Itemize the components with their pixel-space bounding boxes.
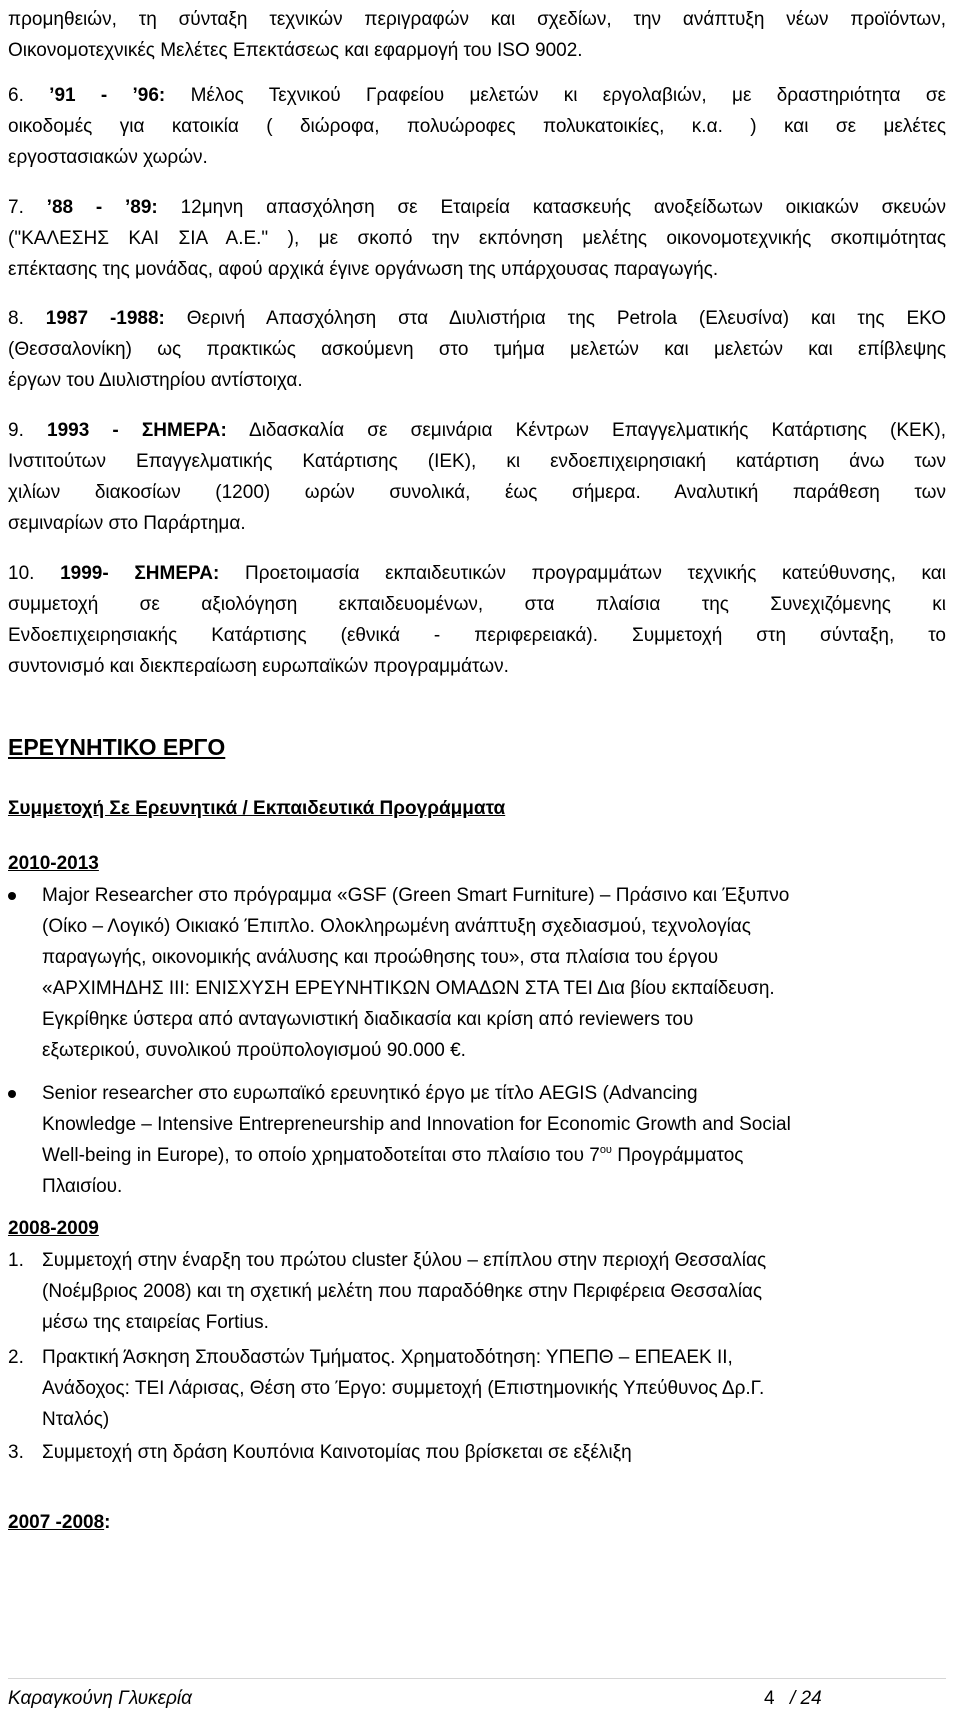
item-line: (Νοέμβριος 2008) και τη σχετική μελέτη που παραδόθηκε στην Περιφέρεια Θεσσαλίας bbox=[42, 1281, 763, 1302]
item-years: ’91 - ’96: bbox=[49, 85, 166, 106]
period-label-2007-2008: 2007 -2008: bbox=[8, 1512, 111, 1533]
period-label-2010-2013: 2010-2013 bbox=[8, 853, 99, 874]
paragraph-line: Ενδοεπιχειρησιακής Κατάρτισης (εθνικά - περιφερειακά). Συμμετοχή στη σύνταξη, το bbox=[8, 625, 946, 646]
paragraph-line: έργων του Διυλιστηρίου αντίστοιχα. bbox=[8, 370, 303, 391]
item-text bbox=[42, 1437, 946, 1468]
item-number: 1. bbox=[8, 1250, 24, 1271]
item-text bbox=[42, 1245, 946, 1338]
superscript: ου bbox=[599, 1144, 612, 1156]
paragraph-line: ("ΚΑΛΕΣΗΣ ΚΑΙ ΣΙΑ Α.Ε." ), με σκοπό την εκπόνηση μελέτης οικονομοτεχνικής σκοπιμότητας bbox=[8, 228, 946, 249]
paragraph-line: προμηθειών, τη σύνταξη τεχνικών περιγραφών και σχεδίων, την ανάπτυξη νέων προϊόντων, bbox=[8, 9, 946, 30]
paragraph-line: χιλίων διακοσίων (1200) ωρών συνολικά, έως σήμερα. Αναλυτική παράθεση των bbox=[8, 482, 946, 503]
bullet-line: Knowledge – Intensive Entrepreneurship and Innovation for Economic Growth and Social bbox=[42, 1114, 791, 1135]
numbered-item-2 bbox=[8, 1342, 946, 1435]
bullet-item-gsf bbox=[8, 880, 946, 1070]
footer-page-total: / 24 bbox=[790, 1688, 822, 1709]
subsection-title: Συμμετοχή Σε Ερευνητικά / Εκπαιδευτικά Προγράμματα bbox=[8, 798, 506, 819]
item-number: 3. bbox=[8, 1442, 24, 1463]
paragraph-line: Ινστιτούτων Επαγγελματικής Κατάρτισης (ΙΕΚ), κι ενδοεπιχειρησιακή κατάρτιση άνω των bbox=[8, 451, 946, 472]
item-years: 1993 - ΣΗΜΕΡΑ: bbox=[47, 420, 227, 441]
paragraph-line: 9. 1993 - ΣΗΜΕΡΑ: Διδασκαλία σε σεμινάρια Κέντρων Επαγγελματικής Κατάρτισης (ΚΕΚ), bbox=[8, 420, 946, 441]
bullet-line: Πλαισίου. bbox=[42, 1176, 123, 1197]
item-text bbox=[42, 1342, 946, 1435]
paragraph-line: 6. ’91 - ’96: Μέλος Τεχνικού Γραφείου μελετών κι εργολαβιών, με δραστηριότητα σε bbox=[8, 85, 947, 106]
paragraph-line: Οικονομοτεχνικές Μελέτες Επεκτάσεως και εφαρμογή του ISO 9002. bbox=[8, 40, 583, 61]
paragraph-line: συντονισμό και διεκπεραίωση ευρωπαϊκών προγραμμάτων. bbox=[8, 656, 509, 677]
bullet-line: παραγωγής, οικονομικής ανάλυσης και προώθησης του», στα πλαίσια του έργου bbox=[42, 947, 719, 968]
paragraph-line: 8. 1987 -1988: Θερινή Απασχόληση στα Διυλιστήρια της Petrola (Ελευσίνα) και της ΕΚΟ bbox=[8, 308, 947, 329]
item-line: Ανάδοχος: ΤΕΙ Λάρισας, Θέση στο Έργο: συμμετοχή (Επιστημονικής Υπεύθυνος Δρ.Γ. bbox=[42, 1378, 765, 1399]
bullet-line: εξωτερικού, συνολικού προϋπολογισμού 90.000 €. bbox=[42, 1040, 466, 1061]
section-title: ΕΡΕΥΝΗΤΙΚΟ ΕΡΓΟ bbox=[8, 734, 226, 760]
bullet-icon bbox=[8, 892, 16, 900]
item-line: μέσω της εταιρείας Fortius. bbox=[42, 1312, 269, 1333]
page-footer bbox=[8, 1688, 946, 1714]
paragraph-line: οικοδομές για κατοικία ( διώροφα, πολυώροφες πολυκατοικίες, κ.α. ) και σε μελέτες bbox=[8, 116, 946, 137]
bullet-line: (Οίκο – Λογικό) Οικιακό Έπιπλο. Ολοκληρωμένη ανάπτυξη σχεδιασμού, τεχνολογίας bbox=[42, 916, 751, 937]
bullet-line: Major Researcher στο πρόγραμμα «GSF (Green Smart Furniture) – Πράσινο και Έξυπνο bbox=[42, 885, 790, 906]
bullet-line: Senior researcher στο ευρωπαϊκό ερευνητικό έργο με τίτλο AEGIS (Advancing bbox=[42, 1083, 698, 1104]
paragraph-line: 10. 1999- ΣΗΜΕΡΑ: Προετοιμασία εκπαιδευτικών προγραμμάτων τεχνικής κατεύθυνσης, και bbox=[8, 563, 947, 584]
bullet-text bbox=[42, 880, 922, 1066]
bullet-icon bbox=[8, 1090, 16, 1098]
paragraph-line: σεμιναρίων στο Παράρτημα. bbox=[8, 513, 246, 534]
bullet-line: Εγκρίθηκε ύστερα από ανταγωνιστική διαδικασία και κρίση από reviewers του bbox=[42, 1009, 694, 1030]
bullet-item-aegis bbox=[8, 1078, 946, 1206]
item-number: 2. bbox=[8, 1347, 24, 1368]
paragraph-line: συμμετοχή σε αξιολόγηση εκπαιδευομένων, στα πλαίσια της Συνεχιζόμενης κι bbox=[8, 594, 946, 615]
footer-divider bbox=[8, 1678, 946, 1679]
paragraph-line: επέκτασης της μονάδας, αφού αρχικά έγινε οργάνωση της υπάρχουσας παραγωγής. bbox=[8, 259, 719, 280]
footer-author: Καραγκούνη Γλυκερία bbox=[8, 1688, 192, 1709]
item-line: Νταλός) bbox=[42, 1409, 110, 1430]
bullet-line: «ΑΡΧΙΜΗΔΗΣ ΙΙΙ: ΕΝΙΣΧΥΣΗ ΕΡΕΥΝΗΤΙΚΩΝ ΟΜΑΔΩΝ ΣΤΑ ΤΕΙ Δια βίου εκπαίδευση. bbox=[42, 978, 775, 999]
footer-page-number: 4 bbox=[764, 1688, 775, 1709]
numbered-item-3 bbox=[8, 1437, 946, 1468]
bullet-text bbox=[42, 1078, 922, 1202]
item-line: Πρακτική Άσκηση Σπουδαστών Τμήματος. Χρηματοδότηση: ΥΠΕΠΘ – ΕΠΕΑΕΚ ΙΙ, bbox=[42, 1347, 733, 1368]
item-years: 1987 -1988: bbox=[45, 308, 165, 329]
period-label-2008-2009: 2008-2009 bbox=[8, 1218, 99, 1239]
paragraph-line: 7. ’88 - ’89: 12μηνη απασχόληση σε Εταιρεία κατασκευής ανοξείδωτων οικιακών σκευών bbox=[8, 197, 947, 218]
bullet-line: Well-being in Europe), το οποίο χρηματοδοτείται στο πλαίσιο του $7^{o\upsilon}$ Προγράμματος bbox=[42, 1144, 744, 1166]
paragraph-line: (Θεσσαλονίκη) ως πρακτικώς ασκούμενη στο τμήμα μελετών και μελετών και επίβλεψης bbox=[8, 339, 946, 360]
item-years: ’88 - ’89: bbox=[46, 197, 158, 218]
paragraph-line: εργοστασιακών χωρών. bbox=[8, 147, 208, 168]
item-line: Συμμετοχή στη δράση Κουπόνια Καινοτομίας που βρίσκεται σε εξέλιξη bbox=[42, 1442, 632, 1463]
item-years: 1999- ΣΗΜΕΡΑ: bbox=[60, 563, 220, 584]
item-line: Συμμετοχή στην έναρξη του πρώτου cluster ξύλου – επίπλου στην περιοχή Θεσσαλίας bbox=[42, 1250, 767, 1271]
numbered-item-1 bbox=[8, 1245, 946, 1338]
